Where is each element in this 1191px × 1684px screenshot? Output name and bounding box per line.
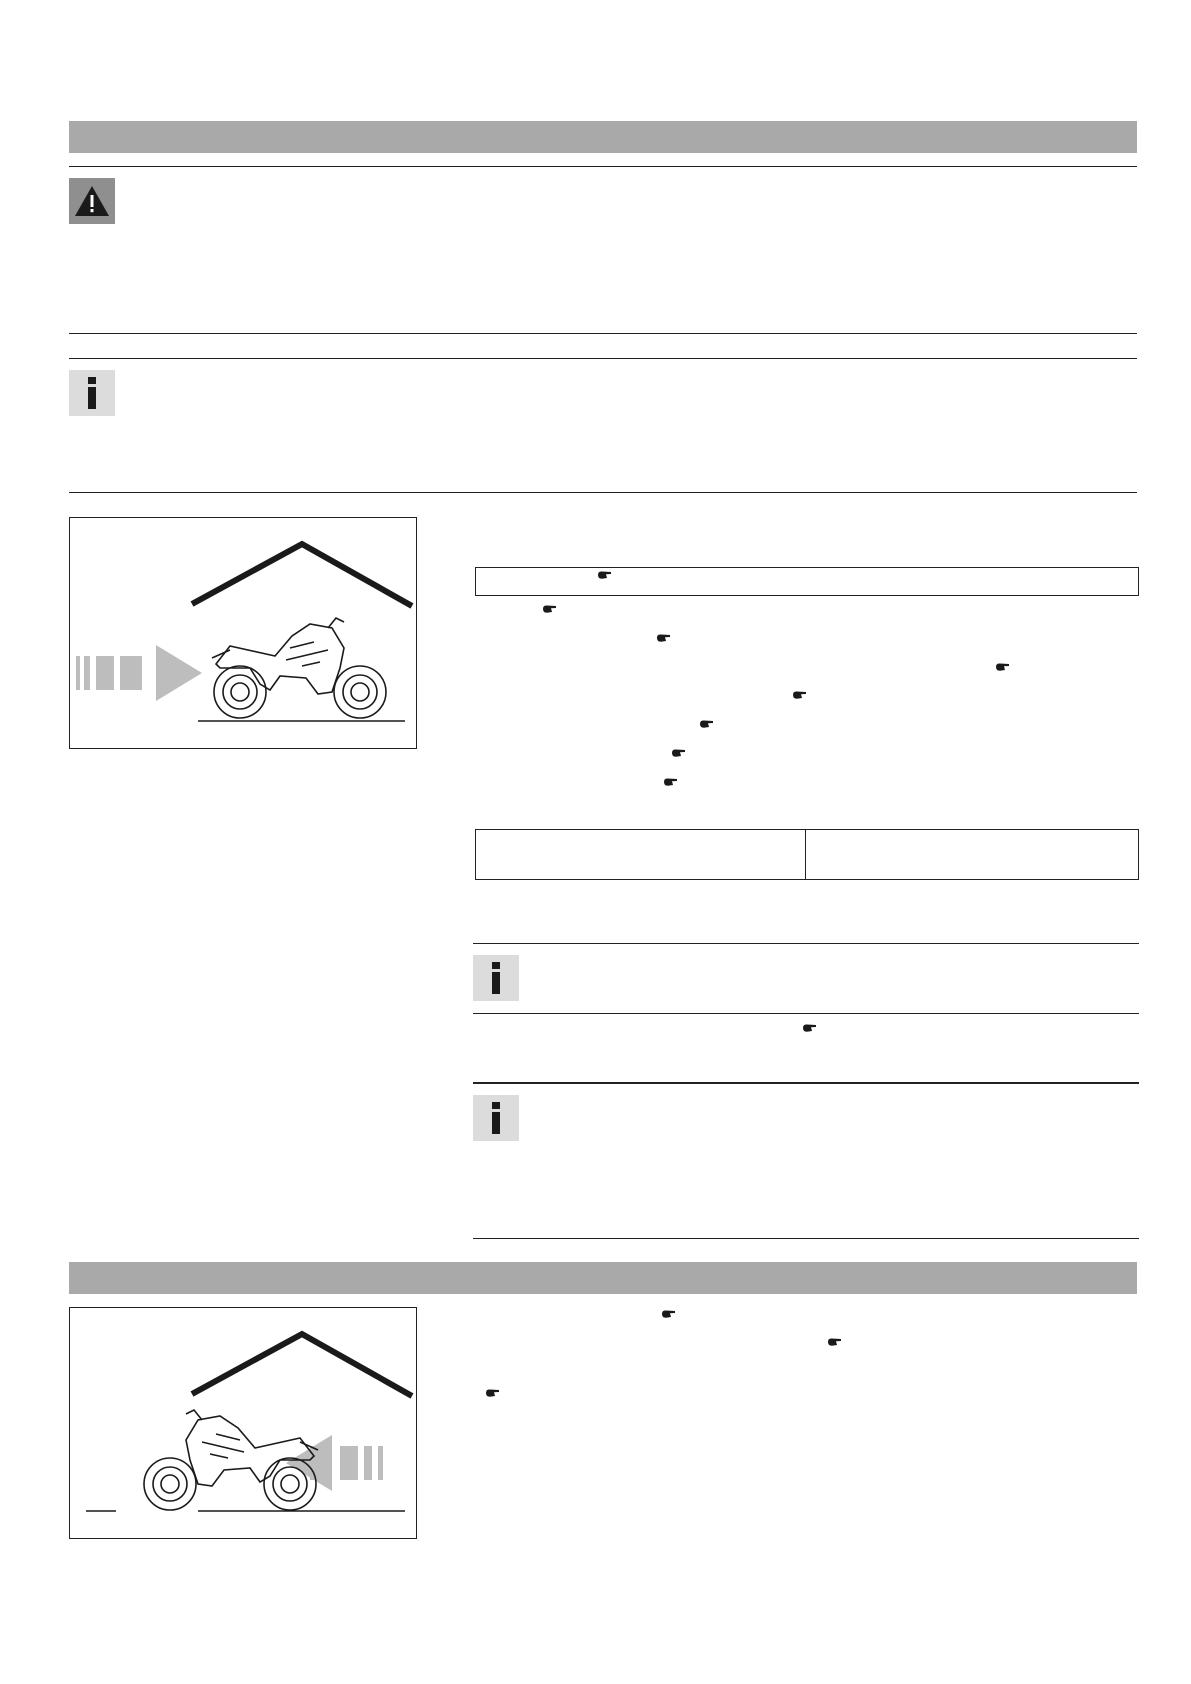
- info-icon: [473, 955, 519, 1001]
- info-bottom-rule: [69, 492, 1137, 493]
- warning-top-rule: [69, 166, 1137, 167]
- pointing-hand-icon: [543, 605, 557, 613]
- info-icon: [473, 1095, 519, 1141]
- info-top-rule: [473, 1082, 1139, 1084]
- info-top-rule: [473, 943, 1139, 944]
- pointing-hand-icon: [996, 663, 1010, 671]
- section-header-bar: [69, 1262, 1137, 1294]
- pointing-hand-icon: [803, 1024, 817, 1032]
- atv-driving-into-garage-illustration: [69, 517, 417, 749]
- pointing-hand-icon: [598, 571, 612, 579]
- spec-table-divider: [805, 829, 806, 880]
- pointing-hand-icon: [672, 749, 686, 757]
- pointing-hand-icon: [486, 1389, 500, 1397]
- reference-box: [475, 567, 1139, 596]
- warning-icon: [69, 178, 115, 224]
- section-header-bar: [69, 121, 1137, 153]
- info-bottom-rule: [473, 1238, 1139, 1239]
- pointing-hand-icon: [793, 691, 807, 699]
- info-top-rule: [69, 358, 1137, 359]
- pointing-hand-icon: [657, 634, 671, 642]
- info-icon: [69, 370, 115, 416]
- pointing-hand-icon: [828, 1338, 842, 1346]
- spec-table: [475, 829, 1139, 880]
- pointing-hand-icon: [700, 720, 714, 728]
- pointing-hand-icon: [664, 778, 678, 786]
- atv-reversing-out-of-garage-illustration: [69, 1307, 417, 1539]
- pointing-hand-icon: [662, 1310, 676, 1318]
- warning-bottom-rule: [69, 333, 1137, 334]
- info-bottom-rule: [473, 1013, 1139, 1014]
